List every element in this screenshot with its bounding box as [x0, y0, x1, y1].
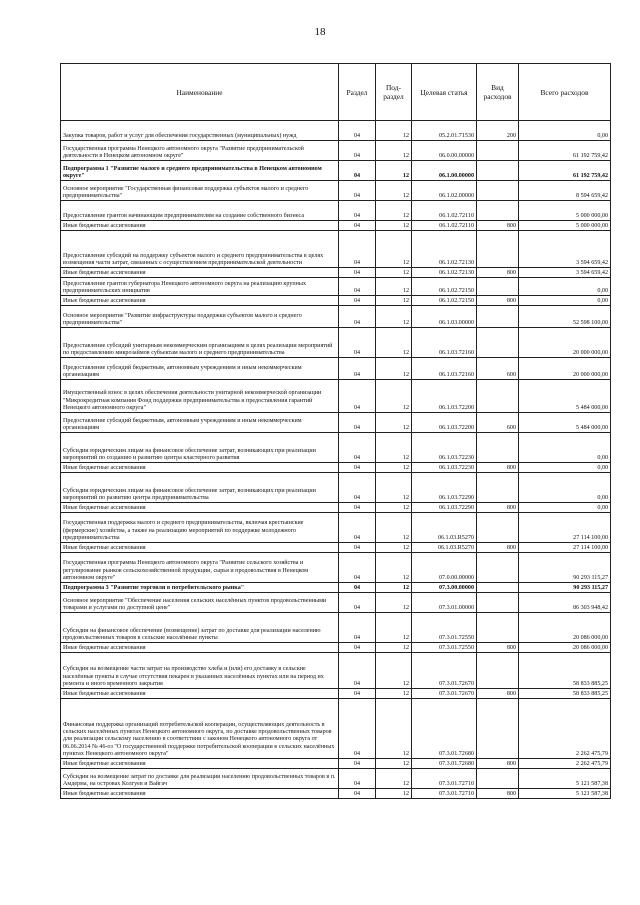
cell-name: Основное мероприятие "Развитие инфраструктуры поддержки субъектов малого и среднего предпринимательства": [61, 306, 339, 328]
cell-subsection: 12: [376, 358, 412, 380]
table-row: [61, 759, 611, 769]
cell-amount: 0,00: [519, 278, 611, 296]
cell-section: 04: [339, 328, 376, 358]
cell-name: Иные бюджетные ассигнования: [61, 503, 339, 513]
cell-amount: 0,00: [519, 296, 611, 306]
cell-expense-type: [477, 231, 519, 268]
cell-expense-type: [477, 201, 519, 221]
page-number: 18: [314, 26, 326, 38]
cell-amount: 86 303 948,42: [519, 593, 611, 613]
cell-amount: 2 262 475,79: [519, 699, 611, 759]
cell-expense-type: [477, 473, 519, 503]
cell-target-article: 07.3.01.72670: [412, 689, 477, 699]
cell-target-article: 07.3.00.00000: [412, 583, 477, 593]
cell-amount: 0,00: [519, 121, 611, 141]
cell-expense-type: [477, 583, 519, 593]
cell-subsection: 12: [376, 121, 412, 141]
table-row: [61, 689, 611, 699]
cell-section: 04: [339, 433, 376, 463]
cell-expense-type: 800: [477, 759, 519, 769]
cell-expense-type: [477, 769, 519, 789]
cell-expense-type: [477, 699, 519, 759]
table-row: [61, 121, 611, 141]
cell-subsection: 12: [376, 328, 412, 358]
cell-section: 04: [339, 141, 376, 161]
cell-section: 04: [339, 513, 376, 543]
table-row: [61, 433, 611, 463]
cell-expense-type: [477, 141, 519, 161]
cell-section: 04: [339, 583, 376, 593]
table-row: [61, 513, 611, 543]
cell-target-article: 07.3.01.00000: [412, 593, 477, 613]
budget-table: [60, 63, 611, 799]
cell-amount: 5 484 000,00: [519, 413, 611, 433]
cell-section: 04: [339, 789, 376, 799]
cell-expense-type: 800: [477, 463, 519, 473]
cell-target-article: 06.1.03.72230: [412, 433, 477, 463]
cell-name: Предоставление субсидий бюджетным, автономным учреждениям и иным некоммерческим организациям: [61, 413, 339, 433]
cell-subsection: 12: [376, 141, 412, 161]
cell-expense-type: [477, 513, 519, 543]
cell-subsection: 12: [376, 759, 412, 769]
cell-section: 04: [339, 759, 376, 769]
cell-expense-type: [477, 306, 519, 328]
table-row: [61, 553, 611, 583]
header-name: Наименование: [61, 64, 339, 121]
cell-target-article: 06.1.03.72200: [412, 413, 477, 433]
cell-subsection: 12: [376, 513, 412, 543]
cell-subsection: 12: [376, 553, 412, 583]
cell-name: Иные бюджетные ассигнования: [61, 296, 339, 306]
cell-target-article: 06.1.02.72110: [412, 221, 477, 231]
cell-name: Государственная программа Ненецкого автономного округа "Развитие предпринимательской деятельности в Ненецком автономном округе": [61, 141, 339, 161]
table-row: [61, 231, 611, 268]
cell-section: 04: [339, 543, 376, 553]
cell-section: 04: [339, 653, 376, 689]
cell-section: 04: [339, 221, 376, 231]
cell-section: 04: [339, 593, 376, 613]
cell-section: 04: [339, 121, 376, 141]
cell-amount: 58 833 885,25: [519, 653, 611, 689]
cell-target-article: 06.0.00.00000: [412, 141, 477, 161]
cell-name: Иные бюджетные ассигнования: [61, 689, 339, 699]
cell-expense-type: 800: [477, 789, 519, 799]
cell-expense-type: 800: [477, 221, 519, 231]
cell-section: 04: [339, 181, 376, 201]
cell-subsection: 12: [376, 181, 412, 201]
cell-name: Основное мероприятие "Государственная финансовая поддержка субъектов малого и среднего предпринимательства": [61, 181, 339, 201]
cell-subsection: 12: [376, 583, 412, 593]
cell-section: 04: [339, 769, 376, 789]
cell-subsection: 12: [376, 653, 412, 689]
cell-target-article: 06.1.03.72290: [412, 503, 477, 513]
cell-expense-type: 200: [477, 121, 519, 141]
table-row: [61, 358, 611, 380]
cell-amount: 5 484 000,00: [519, 380, 611, 413]
cell-section: 04: [339, 463, 376, 473]
table-row: [61, 769, 611, 789]
cell-subsection: 12: [376, 689, 412, 699]
cell-section: 04: [339, 689, 376, 699]
cell-name: Государственная программа Ненецкого автономного округа "Развитие сельского хозяйства и регулирование рынков сельскохозяйственной продукции, сырья и продовольствия в Ненецком автономном округе": [61, 553, 339, 583]
cell-subsection: 12: [376, 699, 412, 759]
cell-name: Иные бюджетные ассигнования: [61, 543, 339, 553]
cell-expense-type: 800: [477, 543, 519, 553]
cell-target-article: 06.1.02.72130: [412, 231, 477, 268]
cell-subsection: 12: [376, 231, 412, 268]
cell-amount: 5 121 587,38: [519, 769, 611, 789]
table-row: [61, 181, 611, 201]
cell-section: 04: [339, 503, 376, 513]
cell-name: Иные бюджетные ассигнования: [61, 463, 339, 473]
cell-section: 04: [339, 553, 376, 583]
cell-section: 04: [339, 699, 376, 759]
cell-target-article: 07.3.01.72710: [412, 769, 477, 789]
table-row: [61, 161, 611, 181]
cell-target-article: 06.1.02.00000: [412, 181, 477, 201]
cell-amount: 52 598 100,00: [519, 306, 611, 328]
cell-target-article: 06.1.02.72150: [412, 278, 477, 296]
cell-expense-type: [477, 613, 519, 643]
cell-section: 04: [339, 613, 376, 643]
cell-expense-type: [477, 593, 519, 613]
cell-name: Основное мероприятие "Обеспечение населения сельских населённых пунктов продовольственными товарами и услугами по доступной цене": [61, 593, 339, 613]
cell-name: Субсидии юридическим лицам на финансовое обеспечение затрат, возникающих при реализации мероприятий по развитию центра предпринимательства: [61, 473, 339, 503]
cell-name: Иные бюджетные ассигнования: [61, 759, 339, 769]
table-row: [61, 473, 611, 503]
header-expense-type: Вид расходов: [477, 64, 519, 121]
cell-expense-type: 800: [477, 503, 519, 513]
cell-expense-type: 800: [477, 268, 519, 278]
cell-section: 04: [339, 268, 376, 278]
cell-expense-type: 600: [477, 358, 519, 380]
cell-expense-type: [477, 328, 519, 358]
cell-subsection: 12: [376, 413, 412, 433]
cell-amount: 90 293 115,27: [519, 583, 611, 593]
cell-amount: 58 833 885,25: [519, 689, 611, 699]
table-row: [61, 789, 611, 799]
cell-target-article: 07.3.01.72550: [412, 613, 477, 643]
cell-name: Государственная поддержка малого и среднего предпринимательства, включая крестьянские (фермерские) хозяйства, а также на реализацию мероприятий по поддержке молодежного предпринимательства: [61, 513, 339, 543]
cell-name: Имущественный взнос в целях обеспечения деятельности унитарной некоммерческой организации "Микрокредитная компания Фонд поддержки предпринимательства и предоставления гарантий Ненецкого автономного округа": [61, 380, 339, 413]
cell-target-article: 07.3.01.72670: [412, 653, 477, 689]
cell-target-article: 06.1.03.00000: [412, 306, 477, 328]
cell-name: Иные бюджетные ассигнования: [61, 789, 339, 799]
cell-amount: 5 000 000,00: [519, 201, 611, 221]
cell-target-article: 06.1.03.72200: [412, 380, 477, 413]
cell-section: 04: [339, 473, 376, 503]
cell-target-article: 06.1.02.72150: [412, 296, 477, 306]
table-row: [61, 141, 611, 161]
cell-subsection: 12: [376, 221, 412, 231]
cell-subsection: 12: [376, 161, 412, 181]
cell-expense-type: 600: [477, 413, 519, 433]
cell-target-article: 07.3.01.72550: [412, 643, 477, 653]
cell-name: Подпрограмма 3 "Развитие торговли в потребительского рынка": [61, 583, 339, 593]
cell-expense-type: [477, 278, 519, 296]
cell-name: Субсидии юридическим лицам на финансовое обеспечение затрат, возникающих при реализации мероприятий по созданию и развитию центра кластерного развития: [61, 433, 339, 463]
cell-target-article: 06.1.03.R5270: [412, 513, 477, 543]
table-row: [61, 643, 611, 653]
cell-name: Субсидии на возмещение части затрат на производство хлеба и (или) его доставку в сельские населённые пункты в случае отсутствия пекарен в указанных населённых пунктах или на период их ремонта и иного временного закрытия: [61, 653, 339, 689]
table-row: [61, 593, 611, 613]
cell-amount: 8 594 659,42: [519, 181, 611, 201]
table-body: [61, 121, 611, 799]
cell-target-article: 07.3.01.72680: [412, 759, 477, 769]
cell-amount: 3 594 659,42: [519, 268, 611, 278]
cell-section: 04: [339, 161, 376, 181]
cell-subsection: 12: [376, 543, 412, 553]
cell-section: 04: [339, 380, 376, 413]
cell-amount: 2 262 475,79: [519, 759, 611, 769]
cell-amount: 5 000 000,00: [519, 221, 611, 231]
cell-expense-type: [477, 433, 519, 463]
header-total-expenses: Всего расходов: [519, 64, 611, 121]
cell-target-article: 06.1.03.72230: [412, 463, 477, 473]
cell-target-article: 06.1.03.72160: [412, 328, 477, 358]
cell-subsection: 12: [376, 296, 412, 306]
cell-subsection: 12: [376, 380, 412, 413]
cell-section: 04: [339, 231, 376, 268]
cell-name: Предоставление субсидий на поддержку субъектов малого и среднего предпринимательства в целях возмещения части затрат, связанных с осуществлением предпринимательской деятельности: [61, 231, 339, 268]
cell-target-article: 06.1.03.R5270: [412, 543, 477, 553]
cell-name: Предоставление грантов начинающим предпринимателям на создание собственного бизнеса: [61, 201, 339, 221]
cell-amount: 20 000 000,00: [519, 358, 611, 380]
cell-target-article: 06.1.00.00000: [412, 161, 477, 181]
cell-name: Иные бюджетные ассигнования: [61, 643, 339, 653]
cell-amount: 27 114 100,00: [519, 543, 611, 553]
cell-expense-type: [477, 653, 519, 689]
cell-amount: 0,00: [519, 503, 611, 513]
table-row: [61, 268, 611, 278]
cell-subsection: 12: [376, 613, 412, 643]
cell-amount: 3 594 659,42: [519, 231, 611, 268]
cell-amount: 61 192 759,42: [519, 161, 611, 181]
cell-subsection: 12: [376, 268, 412, 278]
cell-amount: 20 000 000,00: [519, 328, 611, 358]
table-header: [61, 64, 611, 121]
cell-target-article: 06.1.03.72160: [412, 358, 477, 380]
cell-target-article: 06.1.02.72110: [412, 201, 477, 221]
cell-name: Иные бюджетные ассигнования: [61, 221, 339, 231]
cell-subsection: 12: [376, 503, 412, 513]
cell-subsection: 12: [376, 463, 412, 473]
table-row: [61, 653, 611, 689]
cell-subsection: 12: [376, 306, 412, 328]
cell-section: 04: [339, 413, 376, 433]
cell-name: Субсидии на финансовое обеспечение (возмещение) затрат по доставке для реализации населению продовольственных товаров в сельские населённые пункты: [61, 613, 339, 643]
cell-expense-type: 800: [477, 643, 519, 653]
table-row: [61, 543, 611, 553]
cell-subsection: 12: [376, 473, 412, 503]
cell-section: 04: [339, 358, 376, 380]
cell-subsection: 12: [376, 433, 412, 463]
table-row: [61, 613, 611, 643]
cell-amount: 20 086 000,00: [519, 643, 611, 653]
cell-expense-type: [477, 380, 519, 413]
cell-target-article: 07.3.01.72680: [412, 699, 477, 759]
cell-section: 04: [339, 643, 376, 653]
cell-subsection: 12: [376, 643, 412, 653]
cell-expense-type: 800: [477, 296, 519, 306]
table-row: [61, 328, 611, 358]
cell-expense-type: [477, 161, 519, 181]
cell-target-article: 07.0.00.00000: [412, 553, 477, 583]
cell-amount: 5 121 587,38: [519, 789, 611, 799]
cell-name: Предоставление грантов губернатора Ненецкого автономного округа на реализацию крупных предпринимательских инициатив: [61, 278, 339, 296]
cell-section: 04: [339, 296, 376, 306]
cell-amount: 0,00: [519, 463, 611, 473]
cell-section: 04: [339, 201, 376, 221]
cell-target-article: 07.3.01.72710: [412, 789, 477, 799]
cell-subsection: 12: [376, 769, 412, 789]
cell-target-article: 06.1.03.72290: [412, 473, 477, 503]
table-row: [61, 413, 611, 433]
cell-name: Предоставление субсидий унитарным некоммерческим организациям в целях реализации мероприятий по предоставлению микрозаймов субъектам малого и среднего предпринимательства: [61, 328, 339, 358]
cell-amount: 27 114 100,00: [519, 513, 611, 543]
cell-amount: 0,00: [519, 473, 611, 503]
table-row: [61, 583, 611, 593]
cell-target-article: 06.1.02.72130: [412, 268, 477, 278]
cell-amount: 20 086 000,00: [519, 613, 611, 643]
cell-name: Иные бюджетные ассигнования: [61, 268, 339, 278]
cell-subsection: 12: [376, 201, 412, 221]
cell-name: Субсидии на возмещение затрат по доставке для реализации населению продовольственных товаров в п. Амдерма, на островах Колгуев и Вайгач: [61, 769, 339, 789]
table-row: [61, 221, 611, 231]
table-row: [61, 278, 611, 296]
table-row: [61, 296, 611, 306]
cell-expense-type: 800: [477, 689, 519, 699]
cell-name: Подпрограмма 1 "Развитие малого и среднего предпринимательства в Ненецком автономном округе": [61, 161, 339, 181]
header-subsection: Под- раздел: [376, 64, 412, 121]
table-row: [61, 503, 611, 513]
cell-amount: 0,00: [519, 433, 611, 463]
cell-name: Закупка товаров, работ и услуг для обеспечения государственных (муниципальных) нужд: [61, 121, 339, 141]
cell-target-article: 05.2.01.71530: [412, 121, 477, 141]
table-row: [61, 306, 611, 328]
cell-subsection: 12: [376, 278, 412, 296]
cell-section: 04: [339, 278, 376, 296]
header-target-article: Целевая статья: [412, 64, 477, 121]
cell-name: Предоставление субсидий бюджетным, автономным учреждениям и иным некоммерческим организациям: [61, 358, 339, 380]
cell-name: Финансовая поддержка организаций потребительской кооперации, осуществляющих деятельность в сельских населённых пунктах Ненецкого автономного округа, по доставке продовольственных товаров для реализации сельскому населению в соответствии с законом Ненецкого автономного округа от 06.06.2014 № 46-оз "О государственной поддержке потребительской кооперации в сельских населённых пунктах Ненецкого автономного округа": [61, 699, 339, 759]
cell-amount: 90 293 115,27: [519, 553, 611, 583]
table-row: [61, 463, 611, 473]
table-row: [61, 201, 611, 221]
table-row: [61, 380, 611, 413]
cell-amount: 61 192 759,42: [519, 141, 611, 161]
table-row: [61, 699, 611, 759]
header-section: Раздел: [339, 64, 376, 121]
cell-expense-type: [477, 553, 519, 583]
cell-subsection: 12: [376, 789, 412, 799]
cell-subsection: 12: [376, 593, 412, 613]
cell-section: 04: [339, 306, 376, 328]
cell-expense-type: [477, 181, 519, 201]
